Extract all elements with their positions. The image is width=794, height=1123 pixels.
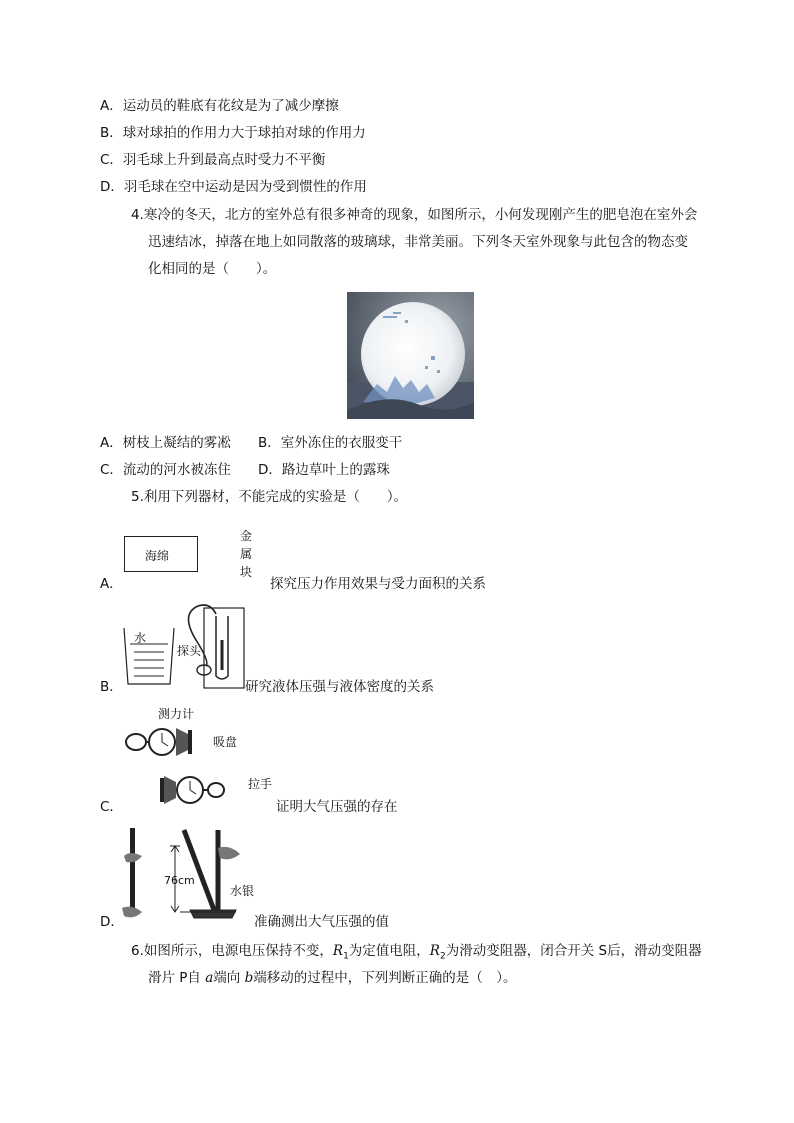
q6-text-1: 6.如图所示，电源电压保持不变， bbox=[131, 943, 333, 959]
q6-stem-line2 bbox=[148, 969, 517, 987]
q6-text-2: 为定值电阻， bbox=[348, 943, 430, 959]
mercury-label: 水银 bbox=[230, 884, 255, 898]
q6-stem-line1 bbox=[131, 942, 702, 966]
metal-block-label-1: 金 bbox=[240, 529, 253, 543]
q3-option-d: D．羽毛球在空中运动是因为受到惯性的作用 bbox=[100, 179, 367, 195]
r2-symbol: R bbox=[429, 943, 440, 959]
q5-option-d-text: 准确测出大气压强的值 bbox=[254, 914, 389, 930]
q3-option-a: A．运动员的鞋底有花纹是为了减少摩擦 bbox=[100, 98, 339, 114]
q6-text-3: 为滑动变阻器，闭合开关 S后，滑动变阻器 bbox=[445, 943, 702, 959]
q5-option-a-letter: A． bbox=[100, 576, 123, 592]
r2-subscript: 2 bbox=[439, 951, 446, 962]
water-label: 水 bbox=[134, 631, 147, 645]
q6-text-4: 滑片 P自 bbox=[148, 970, 206, 986]
q5-stem: 5.利用下列器材，不能完成的实验是（ ）。 bbox=[131, 489, 408, 505]
q4-stem-line3: 化相同的是（ ）。 bbox=[148, 261, 277, 277]
probe-label: 探头 bbox=[177, 644, 202, 658]
suction-cup-label: 吸盘 bbox=[213, 735, 238, 749]
q5-option-d-letter: D． bbox=[100, 914, 124, 930]
q5-option-c-text: 证明大气压强的存在 bbox=[276, 799, 398, 815]
spring-scale-label: 测力计 bbox=[158, 707, 195, 721]
q6-text-6: 端移动的过程中，下列判断正确的是（ ）。 bbox=[253, 970, 517, 986]
q4-option-b: B．室外冻住的衣服变干 bbox=[258, 435, 403, 451]
height-76cm-label: 76cm bbox=[164, 874, 195, 887]
terminal-a: a bbox=[205, 970, 214, 986]
q4-option-d: D．路边草叶上的露珠 bbox=[258, 462, 390, 478]
r1-symbol: R bbox=[332, 943, 344, 959]
q5-option-b-letter: B． bbox=[100, 679, 123, 695]
torricelli-apparatus bbox=[118, 826, 244, 920]
metal-block-label-2: 属 bbox=[240, 547, 253, 561]
sponge-label: 海绵 bbox=[145, 549, 170, 563]
q6-text-5: 端向 bbox=[213, 970, 245, 986]
terminal-b: b bbox=[244, 970, 254, 986]
q4-stem-line1: 4.寒冷的冬天，北方的室外总有很多神奇的现象，如图所示，小何发现刚产生的肥皂泡在室外会 bbox=[131, 207, 698, 223]
metal-block-label-3: 块 bbox=[240, 565, 253, 579]
r1-subscript: 1 bbox=[343, 951, 349, 962]
q5-option-b-text: 研究液体压强与液体密度的关系 bbox=[245, 679, 434, 695]
frozen-bubble-photo bbox=[347, 292, 474, 419]
q5-option-a-text: 探究压力作用效果与受力面积的关系 bbox=[270, 576, 486, 592]
q3-option-b: B．球对球拍的作用力大于球拍对球的作用力 bbox=[100, 125, 366, 141]
suction-cup-apparatus bbox=[122, 716, 252, 812]
q3-option-c: C．羽毛球上升到最高点时受力不平衡 bbox=[100, 152, 326, 168]
q4-stem-line2: 迅速结冰，掉落在地上如同散落的玻璃球，非常美丽。下列冬天室外现象与此包含的物态变 bbox=[148, 234, 688, 250]
q4-option-a: A．树枝上凝结的雾凇 bbox=[100, 435, 231, 451]
q5-option-c-letter: C． bbox=[100, 799, 123, 815]
q4-option-c: C．流动的河水被冻住 bbox=[100, 462, 231, 478]
handle-label: 拉手 bbox=[248, 777, 273, 791]
